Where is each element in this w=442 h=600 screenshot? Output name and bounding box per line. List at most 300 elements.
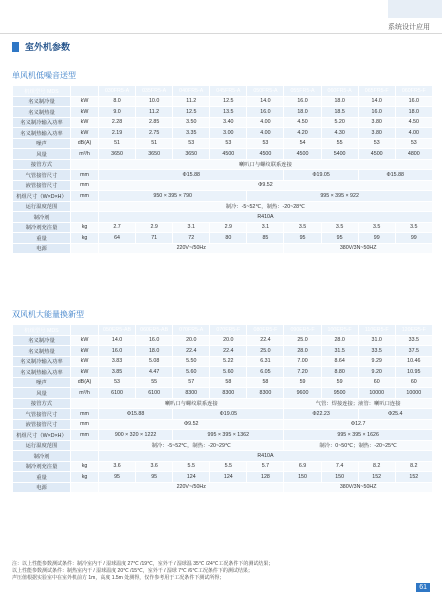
table-row xyxy=(13,243,433,254)
double-fan-spec-table xyxy=(12,324,433,493)
table-cell: 8.2 xyxy=(358,461,395,472)
table-cell: 8300 xyxy=(173,388,210,399)
table-cell: 060ER5-AB xyxy=(136,325,173,336)
table-cell: 035FR5-A xyxy=(136,86,173,97)
table-cell: Φ22.23 xyxy=(284,409,358,420)
table-cell: 51 xyxy=(99,138,136,149)
table-cell: 28.0 xyxy=(321,335,358,346)
table-row xyxy=(13,191,433,202)
table-cell: Φ9.52 xyxy=(99,419,284,430)
table-cell: 4.00 xyxy=(247,117,284,128)
table-cell: 58 xyxy=(210,377,247,388)
table-cell: 12.5 xyxy=(210,96,247,107)
table-cell: 2.9 xyxy=(210,222,247,233)
table-cell: kW xyxy=(71,107,99,118)
table-cell: 25.0 xyxy=(247,346,284,357)
table-cell: 18.5 xyxy=(321,107,358,118)
table-cell: 名义制冷输入功率 xyxy=(13,117,71,128)
table-cell: 制冷剂 xyxy=(13,451,71,462)
table-cell: mm xyxy=(71,409,99,420)
header-decoration xyxy=(388,0,442,18)
table-cell: 3.6 xyxy=(99,461,136,472)
notes-block xyxy=(12,561,273,582)
table-cell: 54 xyxy=(284,138,321,149)
table-cell: 060FR5-F xyxy=(395,86,432,97)
table-cell: 8300 xyxy=(247,388,284,399)
table-cell: 59 xyxy=(321,377,358,388)
table-cell: 4.47 xyxy=(136,367,173,378)
table-row xyxy=(13,335,433,346)
table-cell: 气管接管尺寸 xyxy=(13,170,71,181)
table-cell: 58 xyxy=(247,377,284,388)
table-cell: mm xyxy=(71,430,99,441)
table-cell: 030FR5-A xyxy=(99,86,136,97)
table-cell: 53 xyxy=(395,138,432,149)
table-cell xyxy=(71,159,99,170)
table-cell xyxy=(71,212,99,223)
table-cell: 2.19 xyxy=(99,128,136,139)
table-cell: 71 xyxy=(136,233,173,244)
table-cell: 8.80 xyxy=(321,367,358,378)
table-cell: 7.00 xyxy=(284,356,321,367)
table-cell: 6.05 xyxy=(247,367,284,378)
table-cell: 31.5 xyxy=(321,346,358,357)
table-row xyxy=(13,482,433,493)
table-cell: 3.80 xyxy=(358,128,395,139)
table-cell: 60 xyxy=(395,377,432,388)
table-row xyxy=(13,201,433,212)
table-cell: 53 xyxy=(99,377,136,388)
table-row xyxy=(13,222,433,233)
table-cell: 10000 xyxy=(395,388,432,399)
table-cell: 3.40 xyxy=(210,117,247,128)
table-cell: 制冷剂充注量 xyxy=(13,222,71,233)
table-cell: kW xyxy=(71,356,99,367)
table-cell: 制冷：-5~52℃，制热：-20~28℃ xyxy=(99,201,433,212)
table-cell: 64 xyxy=(99,233,136,244)
table-cell: kW xyxy=(71,117,99,128)
table-cell: 3.6 xyxy=(136,461,173,472)
table-cell: kW xyxy=(71,128,99,139)
table-cell: 22.4 xyxy=(247,335,284,346)
table-cell: 4.20 xyxy=(284,128,321,139)
table-cell: 55 xyxy=(136,377,173,388)
table-cell: 53 xyxy=(210,138,247,149)
table-cell: 55 xyxy=(321,138,358,149)
table-cell: 16.0 xyxy=(395,96,432,107)
table-cell: 机组型号 MDS xyxy=(13,325,71,336)
table-row xyxy=(13,180,433,191)
table-cell: 8.0 xyxy=(99,96,136,107)
note-line: 注：以上性能参数测试条件：制冷室内干 / 湿球温度 27℃ /19℃，室外干 / 湿球温 35℃ /24℃工况条件下的测试结果； xyxy=(12,561,274,567)
table-cell: 9500 xyxy=(321,388,358,399)
table-cell: 28.0 xyxy=(284,346,321,357)
table-cell: 气管：焊接连接；液管：喇叭口连接 xyxy=(284,398,432,409)
table-cell: 机组尺寸（W×D×H） xyxy=(13,430,71,441)
table-cell: 9.0 xyxy=(99,107,136,118)
table-cell: 53 xyxy=(173,138,210,149)
table-cell xyxy=(71,482,99,493)
table-cell: 152 xyxy=(358,472,395,483)
table-cell: R410A xyxy=(99,451,433,462)
table-cell: 9.20 xyxy=(358,367,395,378)
table-cell: 4500 xyxy=(284,149,321,160)
table-cell: 380V/3N~50HZ xyxy=(284,482,432,493)
table-cell: kW xyxy=(71,96,99,107)
table-row xyxy=(13,138,433,149)
single-fan-spec-table xyxy=(12,85,433,254)
table-cell: 名义制热量 xyxy=(13,346,71,357)
table-cell: 8.64 xyxy=(321,356,358,367)
table-cell: 3.83 xyxy=(99,356,136,367)
table-cell xyxy=(71,243,99,254)
table-cell: 11.2 xyxy=(173,96,210,107)
table-cell: 6.31 xyxy=(247,356,284,367)
table-cell: 18.0 xyxy=(136,346,173,357)
table-cell: 6100 xyxy=(136,388,173,399)
table-cell: 57 xyxy=(173,377,210,388)
table-cell: 150 xyxy=(321,472,358,483)
table-cell: 3.1 xyxy=(173,222,210,233)
table-cell: 名义制热量 xyxy=(13,107,71,118)
table-cell: 53 xyxy=(247,138,284,149)
table-cell: 72 xyxy=(173,233,210,244)
table-cell: 3.35 xyxy=(173,128,210,139)
table-cell: 060FR5-A xyxy=(321,86,358,97)
table-cell: 95 xyxy=(284,233,321,244)
table-cell: 4500 xyxy=(358,149,395,160)
table-header-row xyxy=(13,325,433,336)
table-row xyxy=(13,117,433,128)
table-cell: Φ15.88 xyxy=(358,170,432,181)
table-row xyxy=(13,398,433,409)
table-cell: 80 xyxy=(210,233,247,244)
table-row xyxy=(13,170,433,181)
table-cell: 制冷：0~50℃；制热：-20~25℃ xyxy=(284,440,432,451)
table-cell: 接管方式 xyxy=(13,398,71,409)
table-cell: 12.5 xyxy=(173,107,210,118)
table-row xyxy=(13,128,433,139)
table-cell: 99 xyxy=(395,233,432,244)
table-cell: 名义制冷量 xyxy=(13,96,71,107)
table-cell: 95 xyxy=(136,472,173,483)
table-cell: 33.5 xyxy=(395,335,432,346)
table-row xyxy=(13,356,433,367)
table-cell: 7.20 xyxy=(284,367,321,378)
table-cell: 风量 xyxy=(13,388,71,399)
header-tag: 系统设计应用 xyxy=(388,24,430,31)
table-cell: 机组尺寸（W×D×H） xyxy=(13,191,71,202)
table-cell: 60 xyxy=(358,377,395,388)
table-cell: 9.29 xyxy=(358,356,395,367)
table-cell: 6100 xyxy=(99,388,136,399)
table-cell: mm xyxy=(71,419,99,430)
table-cell: 10.46 xyxy=(395,356,432,367)
table-cell: m³/h xyxy=(71,388,99,399)
table-cell: 电源 xyxy=(13,243,71,254)
table-row xyxy=(13,430,433,441)
table-cell: 5.20 xyxy=(321,117,358,128)
table-cell: 100ER5-F xyxy=(321,325,358,336)
section-title-text: 室外机参数 xyxy=(25,42,71,52)
table-cell: 11.2 xyxy=(136,107,173,118)
table-cell: 喇叭口与螺纹联系连接 xyxy=(99,159,433,170)
table-cell: 3650 xyxy=(173,149,210,160)
table-cell: 名义制热输入功率 xyxy=(13,367,71,378)
table-cell: 3650 xyxy=(136,149,173,160)
note-line: 声压值根据实验室中在室外机前方 1m，高度 1.5m 处测得，仅作参考用于工况条件下测试所得； xyxy=(12,575,225,581)
table-cell: 噪声 xyxy=(13,377,71,388)
table-cell: 7.4 xyxy=(321,461,358,472)
header-divider xyxy=(0,33,442,34)
table-cell: 995 × 395 × 1362 xyxy=(173,430,284,441)
table-cell: 3.85 xyxy=(99,367,136,378)
table-row xyxy=(13,346,433,357)
table-cell: 995 × 395 × 922 xyxy=(247,191,432,202)
table-cell: 380V/3N~50HZ xyxy=(284,243,432,254)
table-cell: 8300 xyxy=(210,388,247,399)
table-cell xyxy=(71,451,99,462)
table-cell xyxy=(71,86,99,97)
table-row xyxy=(13,212,433,223)
table-cell: 3.50 xyxy=(173,117,210,128)
table-row xyxy=(13,472,433,483)
table-cell: 9600 xyxy=(284,388,321,399)
table-cell: 950 × 395 × 790 xyxy=(99,191,247,202)
section-mark-icon xyxy=(12,42,19,52)
table-cell: 运行温度范围 xyxy=(13,201,71,212)
table-row xyxy=(13,419,433,430)
section-title xyxy=(12,40,70,53)
table-cell: 5400 xyxy=(321,149,358,160)
table-cell xyxy=(71,440,99,451)
table-cell: 4.30 xyxy=(321,128,358,139)
table-cell: 13.5 xyxy=(210,107,247,118)
table-cell: 2.85 xyxy=(136,117,173,128)
table-cell: kg xyxy=(71,472,99,483)
table-cell: 气管接管尺寸 xyxy=(13,409,71,420)
table-cell: 10.95 xyxy=(395,367,432,378)
table-cell: 85 xyxy=(247,233,284,244)
table-cell: 制冷剂 xyxy=(13,212,71,223)
table-cell: 8.2 xyxy=(395,461,432,472)
table-cell: 124 xyxy=(210,472,247,483)
table-cell: 51 xyxy=(136,138,173,149)
table-cell: 050ER5-AB xyxy=(99,325,136,336)
table-cell: 制冷：-5~52℃，制热：-20~29℃ xyxy=(99,440,284,451)
table-cell: 37.5 xyxy=(395,346,432,357)
table-cell: 124 xyxy=(173,472,210,483)
table-cell: dB(A) xyxy=(71,138,99,149)
double-table-title: 双风机大能量换新型 xyxy=(12,310,84,319)
table-row xyxy=(13,233,433,244)
table-cell: 运行温度范围 xyxy=(13,440,71,451)
table-cell: 045FR5-A xyxy=(210,86,247,97)
table-cell: 重量 xyxy=(13,472,71,483)
table-cell: 机组型号 MDS xyxy=(13,86,71,97)
table-cell: 2.75 xyxy=(136,128,173,139)
table-cell: 59 xyxy=(284,377,321,388)
table-cell: R410A xyxy=(99,212,433,223)
table-row xyxy=(13,149,433,160)
table-cell: 4800 xyxy=(395,149,432,160)
table-cell: 3.5 xyxy=(284,222,321,233)
table-cell: kW xyxy=(71,335,99,346)
table-cell: kW xyxy=(71,367,99,378)
table-row xyxy=(13,159,433,170)
table-cell: 喇叭口与螺纹联系连接 xyxy=(99,398,284,409)
table-cell: 900 × 320 × 1222 xyxy=(99,430,173,441)
table-cell: 液管接管尺寸 xyxy=(13,180,71,191)
table-cell: 16.0 xyxy=(284,96,321,107)
table-cell: 995 × 395 × 1626 xyxy=(284,430,432,441)
table-cell: 3.00 xyxy=(210,128,247,139)
table-cell: 95 xyxy=(99,472,136,483)
table-cell: kg xyxy=(71,222,99,233)
table-cell xyxy=(71,325,99,336)
table-cell: 065FR5-F xyxy=(358,86,395,97)
table-cell: 070FR5-A xyxy=(173,325,210,336)
table-cell: Φ19.05 xyxy=(284,170,358,181)
table-cell: 31.0 xyxy=(358,335,395,346)
table-cell: 名义制热输入功率 xyxy=(13,128,71,139)
table-cell: 5.60 xyxy=(210,367,247,378)
table-cell: mm xyxy=(71,170,99,181)
table-row xyxy=(13,440,433,451)
table-cell: 120ER5-F xyxy=(395,325,432,336)
table-cell: 128 xyxy=(247,472,284,483)
table-cell: 14.0 xyxy=(99,335,136,346)
table-cell: 3.1 xyxy=(247,222,284,233)
table-cell: 6.9 xyxy=(284,461,321,472)
table-cell: 风量 xyxy=(13,149,71,160)
table-cell: 16.0 xyxy=(247,107,284,118)
table-cell: 040FR5-A xyxy=(173,86,210,97)
table-cell: 53 xyxy=(358,138,395,149)
single-table-title: 单风机低噪音送型 xyxy=(12,71,76,80)
table-cell: 220V~/50Hz xyxy=(99,482,284,493)
table-cell xyxy=(71,201,99,212)
table-cell: kW xyxy=(71,346,99,357)
table-cell: 5.7 xyxy=(247,461,284,472)
table-cell: 18.0 xyxy=(284,107,321,118)
table-cell: Φ9.52 xyxy=(99,180,433,191)
table-cell: m³/h xyxy=(71,149,99,160)
table-cell: 5.08 xyxy=(136,356,173,367)
table-cell: 20.0 xyxy=(210,335,247,346)
table-cell: Φ15.88 xyxy=(99,170,284,181)
table-cell: 18.0 xyxy=(395,107,432,118)
table-row xyxy=(13,388,433,399)
table-cell: 名义制冷输入功率 xyxy=(13,356,71,367)
table-cell: 5.50 xyxy=(173,356,210,367)
table-cell: 14.0 xyxy=(358,96,395,107)
table-cell: 5.22 xyxy=(210,356,247,367)
table-cell: 16.0 xyxy=(358,107,395,118)
table-cell: 噪声 xyxy=(13,138,71,149)
table-cell: Φ12.7 xyxy=(284,419,432,430)
table-cell: kg xyxy=(71,461,99,472)
table-cell: 4500 xyxy=(247,149,284,160)
table-cell: 3.80 xyxy=(358,117,395,128)
table-cell: 4.50 xyxy=(395,117,432,128)
page-number: 61 xyxy=(416,583,430,592)
table-cell: 10.0 xyxy=(136,96,173,107)
table-cell: 16.0 xyxy=(99,346,136,357)
table-header-row xyxy=(13,86,433,97)
table-cell: 18.0 xyxy=(321,96,358,107)
table-cell: 接管方式 xyxy=(13,159,71,170)
table-cell: 5.5 xyxy=(210,461,247,472)
table-cell: 16.0 xyxy=(136,335,173,346)
table-cell: 3650 xyxy=(99,149,136,160)
table-row xyxy=(13,451,433,462)
table-cell: mm xyxy=(71,191,99,202)
table-cell: 220V~/50Hz xyxy=(99,243,284,254)
table-cell: 150 xyxy=(284,472,321,483)
table-cell: mm xyxy=(71,180,99,191)
table-cell: 5.5 xyxy=(173,461,210,472)
table-cell: 制冷剂充注量 xyxy=(13,461,71,472)
table-cell: 4500 xyxy=(210,149,247,160)
table-cell: 080FR5-F xyxy=(247,325,284,336)
table-cell: 3.5 xyxy=(321,222,358,233)
table-row xyxy=(13,107,433,118)
table-cell: 重量 xyxy=(13,233,71,244)
table-cell: 2.9 xyxy=(136,222,173,233)
table-cell: 20.0 xyxy=(173,335,210,346)
table-row xyxy=(13,367,433,378)
table-cell: 名义制冷量 xyxy=(13,335,71,346)
table-cell: Φ25.4 xyxy=(358,409,432,420)
table-cell: 055FR5-A xyxy=(284,86,321,97)
table-cell: 152 xyxy=(395,472,432,483)
table-cell: 33.5 xyxy=(358,346,395,357)
table-cell: 050FR5-A xyxy=(247,86,284,97)
table-cell: 3.5 xyxy=(358,222,395,233)
table-row xyxy=(13,409,433,420)
table-cell: 4.00 xyxy=(395,128,432,139)
table-cell: 090ER5-F xyxy=(284,325,321,336)
table-cell: 4.50 xyxy=(284,117,321,128)
table-cell: 3.5 xyxy=(395,222,432,233)
table-cell: 14.0 xyxy=(247,96,284,107)
table-cell: 10000 xyxy=(358,388,395,399)
table-cell: 110ER5-F xyxy=(358,325,395,336)
table-cell: kg xyxy=(71,233,99,244)
table-cell: 电源 xyxy=(13,482,71,493)
table-cell: 25.0 xyxy=(284,335,321,346)
table-cell: 070FR5-F xyxy=(210,325,247,336)
table-row xyxy=(13,377,433,388)
table-cell: 4.00 xyxy=(247,128,284,139)
table-cell: 5.60 xyxy=(173,367,210,378)
table-cell: 液管接管尺寸 xyxy=(13,419,71,430)
table-row xyxy=(13,96,433,107)
table-cell: 99 xyxy=(358,233,395,244)
table-cell xyxy=(71,398,99,409)
table-cell: 22.4 xyxy=(173,346,210,357)
table-cell: Φ19.05 xyxy=(173,409,284,420)
table-row xyxy=(13,461,433,472)
table-cell: 95 xyxy=(321,233,358,244)
table-cell: 2.28 xyxy=(99,117,136,128)
table-cell: 2.7 xyxy=(99,222,136,233)
table-cell: 22.4 xyxy=(210,346,247,357)
note-line: 以上性能参数测试条件：制热室内干 / 湿球温度 20℃ /15℃，室外干 / 湿球 7℃ /6℃工况条件下的测试结果； xyxy=(12,568,253,574)
table-cell: dB(A) xyxy=(71,377,99,388)
table-cell: Φ15.88 xyxy=(99,409,173,420)
